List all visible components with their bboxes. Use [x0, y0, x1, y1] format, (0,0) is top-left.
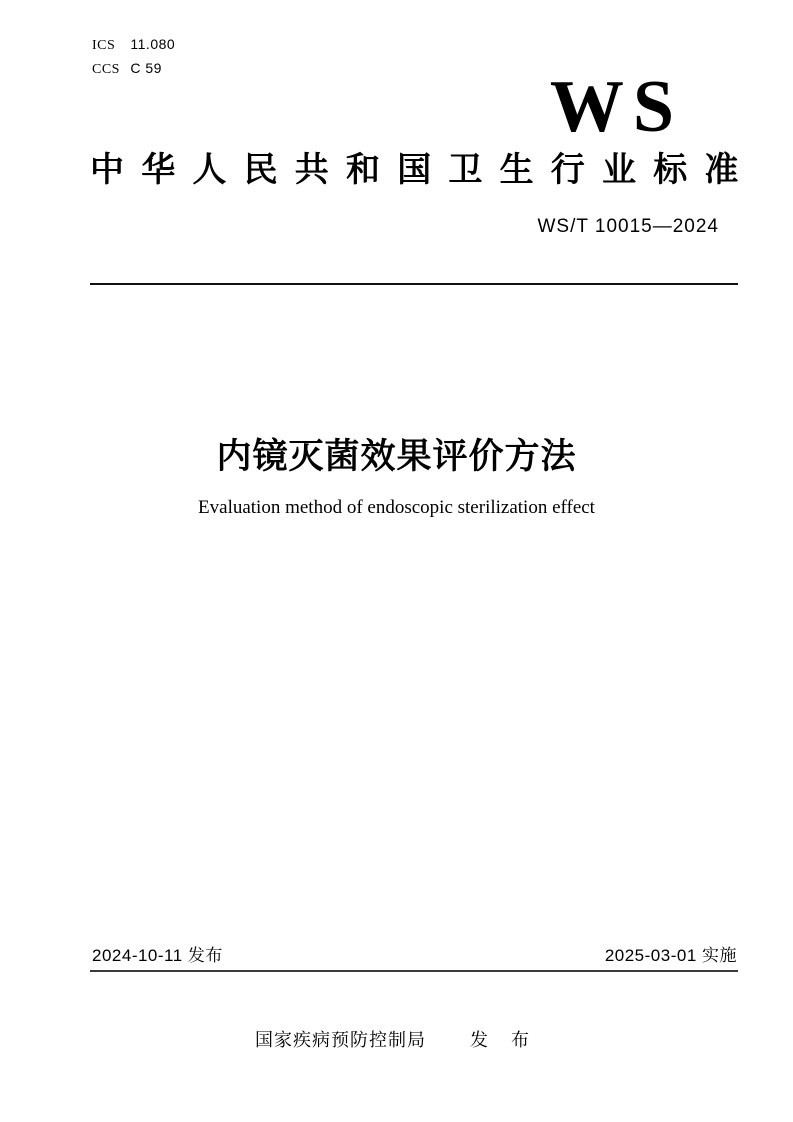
ws-logo: WS [549, 66, 683, 148]
ics-label: ICS [92, 38, 116, 53]
document-title-english: Evaluation method of endoscopic sterilization effect [198, 497, 595, 518]
publisher-row [0, 1026, 793, 1052]
standard-name-heading: 中华人民共和国卫生行业标准 [90, 151, 756, 189]
dates-row [92, 941, 737, 966]
classification-codes [92, 33, 175, 81]
ics-value: 11.080 [130, 36, 176, 52]
ics-code-line [92, 33, 175, 57]
document-title-chinese: 内镜灭菌效果评价方法 [216, 437, 577, 476]
standard-number: WS/T 10015—2024 [537, 216, 719, 237]
ccs-code-line [92, 57, 175, 81]
header-divider-line [90, 283, 738, 285]
footer-divider-line [90, 970, 738, 972]
implementation-date: 2025-03-01 实施 [604, 946, 737, 965]
ccs-label: CCS [92, 62, 120, 77]
publish-label: 发 布 [469, 1030, 538, 1050]
issue-date: 2024-10-11 发布 [92, 946, 223, 965]
publisher-name: 国家疾病预防控制局 [254, 1030, 426, 1050]
ccs-value: C 59 [130, 60, 162, 76]
